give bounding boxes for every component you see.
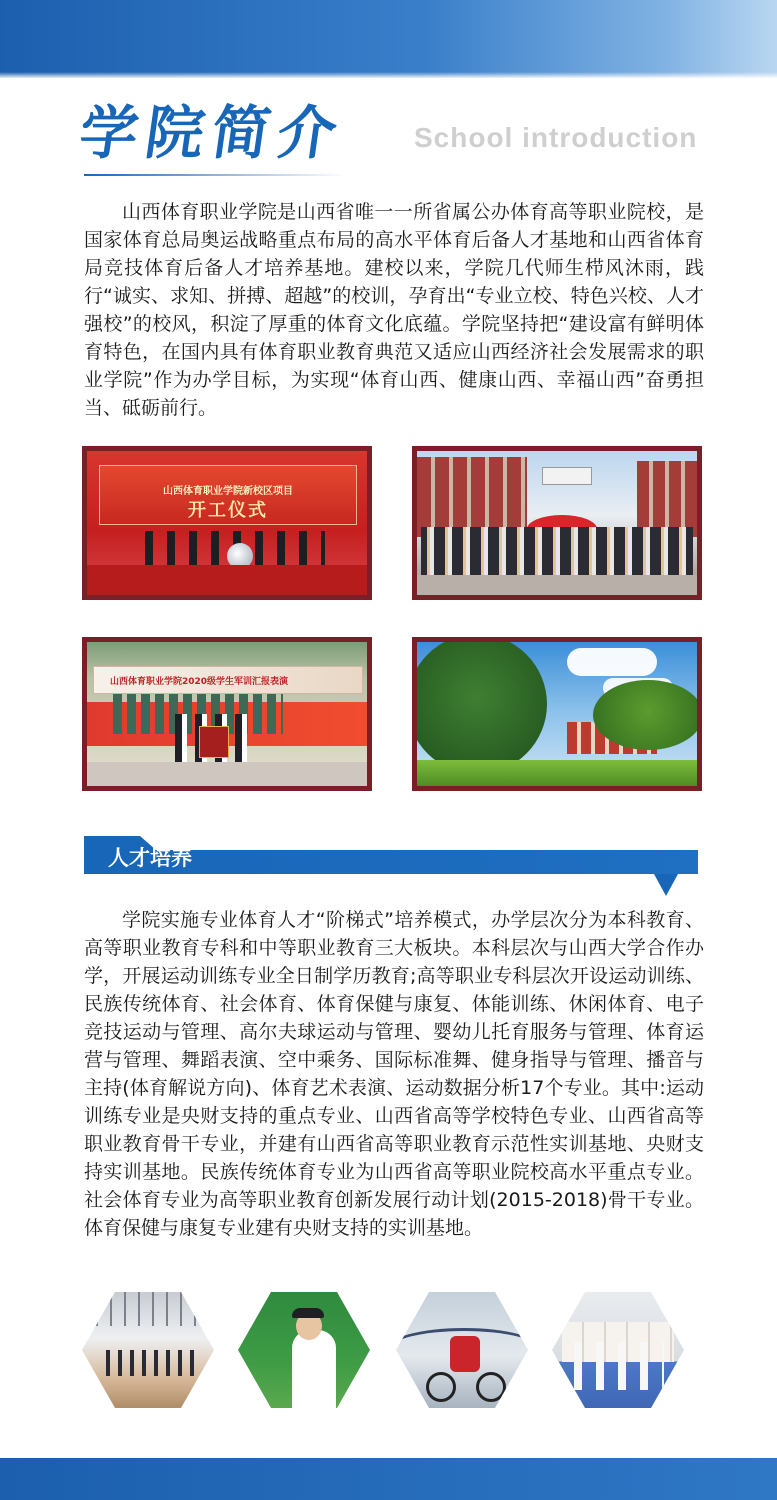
photo-military-training: [82, 637, 372, 791]
top-banner-band: [0, 0, 777, 78]
military-training-banner: [93, 666, 363, 694]
ceremony-backdrop: [99, 465, 357, 525]
hex-photo-martial-arts: [552, 1292, 684, 1408]
ceremony-board-title: 山西体育职业学院新校区项目: [163, 486, 293, 497]
hex-photo-golf: [238, 1292, 370, 1408]
military-banner-text: 山西体育职业学院2020级学生军训汇报表演: [110, 677, 289, 687]
section-heading-notch: [654, 874, 678, 896]
page-title: 学院简介: [75, 99, 349, 167]
hex-photo-cycling: [396, 1292, 528, 1408]
photo-campus-trees: [412, 637, 702, 791]
bottom-banner-band: [0, 1458, 777, 1500]
photo-campus-group: [412, 446, 702, 600]
page-subtitle-english: School introduction: [414, 122, 698, 153]
hex-photo-gymnasium: [82, 1292, 214, 1408]
ceremony-board-subtitle: 开工仪式: [188, 500, 268, 521]
photo-groundbreaking-ceremony: [82, 446, 372, 600]
talent-paragraph: 学院实施专业体育人才“阶梯式”培养模式，办学层次分为本科教育、高等职业教育专科和中等职业教育三大板块。本科层次与山西大学合作办学，开展运动训练专业全日制学历教育;高等职业专科层次开设运动训练、民族传统体育、社会体育、体育保健与康复、体能训练、休闲体育、电子竞技运动与管理、高尔夫球运动与管理、婴幼儿托育服务与管理、体育运营与管理、舞蹈表演、空中乘务、国际标准舞、健身指导与管理、播音与主持(体育解说方向)、体育艺术表演、运动数据分析17个专业。其中:运动训练专业是央财支持的重点专业、山西省高等学校特色专业、山西省高等职业教育骨干专业，并建有山西省高等职业教育示范性实训基地、央财支持实训基地。民族传统体育专业为山西省高等职业院校高水平重点专业。社会体育专业为高等职业教育创新发展行动计划(2015-2018)骨干专业。体育保健与康复专业建有央财支持的实训基地。: [84, 909, 704, 1239]
section-title-talent: 人才培养: [108, 846, 192, 870]
intro-paragraph: 山西体育职业学院是山西省唯一一所省属公办体育高等职业院校，是国家体育总局奥运战略重点布局的高水平体育后备人才基地和山西省体育局竞技体育后备人才培养基地。建校以来，学院几代师生栉风沐雨，践行“诚实、求知、拼搏、超越”的校训，孕育出“专业立校、特色兴校、人才强校”的校风，积淀了厚重的体育文化底蕴。学院坚持把“建设富有鲜明体育特色，在国内具有体育职业教育典范又适应山西经济社会发展需求的职业学院”作为办学目标，为实现“体育山西、健康山西、幸福山西”奋勇担当、砥砺前行。: [84, 201, 704, 419]
title-underline: [84, 174, 346, 176]
